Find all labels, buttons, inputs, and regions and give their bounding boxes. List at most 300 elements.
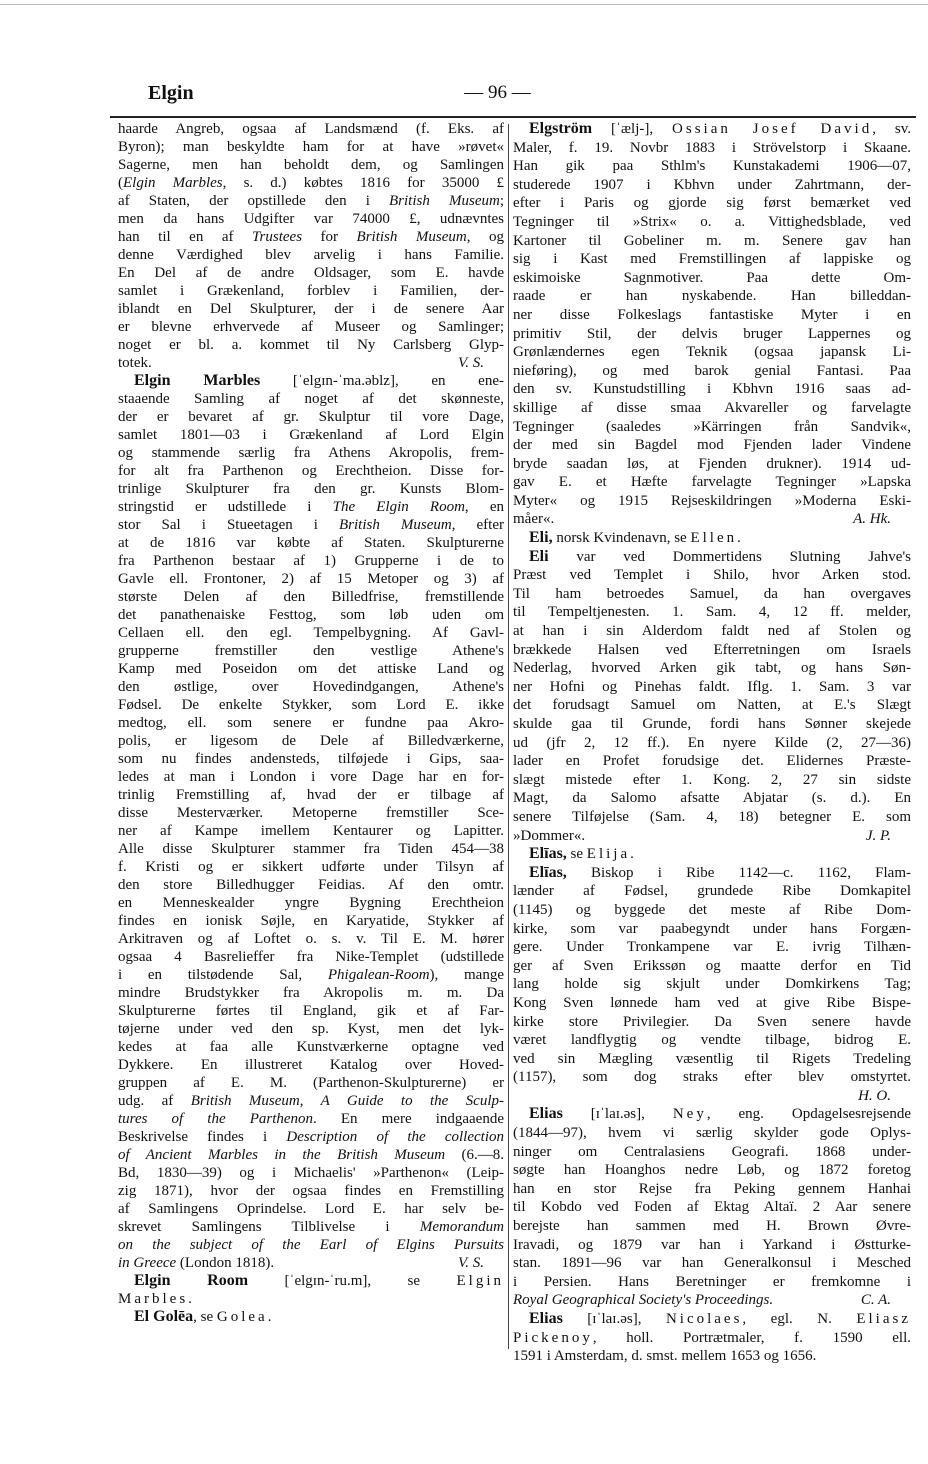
- line-text: [118, 589, 504, 605]
- text-run: nieføring), og med barok genial Fantasi. Paa: [513, 362, 911, 379]
- text-run: ner disse Folkeslags fantastiske Myter i en: [513, 306, 911, 323]
- line-text: [513, 679, 911, 695]
- text-line: [118, 624, 504, 642]
- line-text: [513, 233, 911, 249]
- text-run: Biskop i Ribe 1142—c. 1162, Flam-: [566, 864, 911, 881]
- article-entry: [513, 1105, 911, 1310]
- text-run: raade er han nyskabende. Han billeddan-: [513, 288, 911, 305]
- text-line: [513, 548, 911, 567]
- text-run: lænder af Fødsel, grundede Ribe Domkapitel: [513, 883, 911, 900]
- text-line: [118, 1056, 504, 1074]
- line-text: [513, 809, 911, 825]
- text-run: til Kobdo ved Foden af Ektag Altaï. 2 Aar senere: [513, 1199, 911, 1216]
- line-text: [513, 1144, 911, 1160]
- text-line: [118, 336, 504, 354]
- text-line: [513, 1347, 911, 1366]
- line-text: [513, 344, 911, 360]
- line-text: [118, 463, 504, 479]
- text-run: ninger om Centralasiens Geografi. 1868 under-: [513, 1143, 911, 1160]
- text-line: [513, 1254, 911, 1273]
- text-run: Iravadi, og 1879 var han i Yarkand i Østturke-: [513, 1236, 911, 1253]
- line-text: [118, 985, 504, 1001]
- line-text: [513, 140, 911, 156]
- headword: Elgin Room: [134, 1272, 249, 1289]
- line-text: [118, 391, 504, 407]
- line-text: [513, 735, 911, 751]
- italic-text: Memorandum: [419, 1219, 504, 1235]
- line-text: [513, 567, 911, 583]
- text-run: en Menneskealder yngre Bygning Erechtheion: [118, 895, 504, 911]
- text-run: var ved Dommertidens Slutning Jahve's: [548, 548, 911, 565]
- text-line: [118, 228, 504, 246]
- text-line: [513, 827, 911, 846]
- text-line: [513, 492, 911, 511]
- text-run: (6.—8.: [445, 1147, 504, 1163]
- text-run: Arkitraven og af Loftet o. s. v. Til E. M. hører: [118, 931, 504, 947]
- text-line: [513, 901, 911, 920]
- text-run: ger af Sven Erikssøn og maatte derfor en Tid: [513, 957, 911, 974]
- text-line: [513, 529, 911, 548]
- text-line: [118, 768, 504, 786]
- text-run: efter i Paris og gjorde sig først bemærket ved: [513, 195, 911, 212]
- line-text: [513, 474, 911, 490]
- article-entry: [513, 529, 911, 548]
- spaced-name: Pickenoy: [513, 1329, 593, 1346]
- text-line: [118, 1002, 504, 1020]
- text-run: , se: [193, 1309, 217, 1325]
- text-run: , egl. N.: [742, 1311, 857, 1327]
- text-line: [513, 771, 911, 790]
- line-text: [513, 1274, 911, 1290]
- line-text: [529, 1106, 911, 1122]
- text-run: lang holde sig skjult under Domkirkens Tag;: [513, 976, 911, 993]
- text-line: [118, 966, 504, 984]
- text-line: [513, 882, 911, 901]
- text-line: [513, 1198, 911, 1217]
- line-text: [513, 288, 911, 304]
- text-run: studerede 1907 i Kbhvn under Zahrtmann, der-: [513, 176, 911, 193]
- line-text: [118, 229, 504, 245]
- text-line: [118, 750, 504, 768]
- line-text: [118, 319, 504, 335]
- line-text: [118, 1237, 504, 1253]
- line-text: [118, 895, 504, 911]
- running-head-title: Elgin: [148, 82, 194, 104]
- text-line: [513, 1329, 911, 1348]
- text-run: sig i Kast med Fremstillingen af lappiske og: [513, 251, 911, 268]
- line-text: [513, 921, 911, 937]
- article-entry: [513, 548, 911, 846]
- text-line: [513, 399, 911, 418]
- text-run: .: [630, 846, 634, 863]
- text-line: [513, 455, 911, 474]
- text-run: denne Værdighed blev arvelig i hans Familie.: [118, 247, 504, 263]
- text-run: stor Sal i Stueetagen i: [118, 517, 340, 533]
- text-run: til Tempeltjenesten. 1. Sam. 4, 12 ff. melder,: [513, 604, 911, 621]
- text-line: [513, 1050, 911, 1069]
- line-text: [118, 931, 504, 947]
- text-run: Myter« og 1915 Rejseskildringen »Moderna Eski-: [513, 492, 911, 509]
- text-run: mindre Brudstykker fra Akropolis m. m. Da: [118, 985, 504, 1001]
- text-run: ner af Kampe imellem Kentaurer og Lapitter.: [118, 823, 504, 839]
- line-text: [118, 409, 504, 425]
- text-line: [118, 1038, 504, 1056]
- line-text: [118, 553, 504, 569]
- text-line: [118, 156, 504, 174]
- spaced-name: Eliasz: [856, 1311, 911, 1327]
- text-run: [ˈelgɪn-ˈru.m], se: [248, 1273, 457, 1289]
- text-run: Tegninger til »Strix« o. a. Vittighedsblade, ved: [513, 213, 911, 230]
- line-text: [118, 265, 504, 281]
- text-line: [513, 808, 911, 827]
- text-line: [513, 1310, 911, 1329]
- line-text: [118, 571, 504, 587]
- text-line: [118, 534, 504, 552]
- line-text: [118, 841, 504, 857]
- line-text: [118, 1057, 504, 1073]
- line-text: [118, 517, 504, 533]
- text-run: Til ham betroedes Samuel, da han overgaves: [513, 585, 911, 602]
- line-text: [513, 251, 911, 267]
- italic-text: of Ancient Marbles in the British Museum: [118, 1147, 446, 1163]
- headword: Eli,: [529, 529, 553, 547]
- text-run: Maler, f. 19. Novbr 1883 i Strövelstorp i Skaane.: [513, 139, 911, 156]
- text-run: det panathenaiske Festtog, som løb uden om: [118, 607, 504, 623]
- text-run: , s. d.) købtes 1816 for 35000 £: [222, 175, 504, 191]
- text-line: [513, 176, 911, 195]
- text-run: Gavle ell. Frontoner, 2) af 15 Metoper og 3) af: [118, 571, 504, 587]
- line-text: [513, 1330, 911, 1346]
- text-line: [118, 516, 504, 534]
- line-text: [118, 354, 152, 372]
- article-entry: [513, 1310, 911, 1366]
- line-text: [513, 827, 585, 846]
- text-run: skillige af disse smaa Akvareller og farvelagte: [513, 399, 911, 416]
- text-line: [513, 306, 911, 325]
- line-text: [513, 510, 554, 529]
- line-text: [118, 301, 504, 317]
- text-line: [513, 678, 911, 697]
- article-entry: [118, 1272, 504, 1308]
- text-line: [513, 269, 911, 288]
- italic-text: Royal Geographical Society's Proceedings.: [513, 1292, 774, 1309]
- line-text: [513, 586, 911, 602]
- author-signature: J. P.: [865, 827, 891, 844]
- line-text: [118, 1075, 504, 1091]
- line-text: [513, 623, 911, 639]
- text-line: [118, 804, 504, 822]
- text-run: af Samlingens Oprindelse. Lord E. har selv be-: [118, 1201, 504, 1217]
- text-run: , en: [464, 499, 504, 515]
- line-text: [118, 751, 504, 767]
- italic-text: The Elgin Room: [332, 499, 465, 515]
- text-run: (: [118, 175, 123, 191]
- text-line: [513, 1087, 911, 1106]
- text-run: samlet i Grækenland, forblev i Familien, der-: [118, 283, 504, 299]
- text-run: ledes at man i London i vore Dage har en for-: [118, 769, 504, 785]
- line-text: [118, 1093, 504, 1109]
- text-line: [118, 1092, 504, 1110]
- text-run: er blevne erhvervede af Museer og Samlinger;: [118, 319, 504, 335]
- line-text: [513, 939, 911, 955]
- text-line: [118, 606, 504, 624]
- text-run: 1591 i Amsterdam, d. smst. mellem 1653 og 1656.: [513, 1348, 817, 1365]
- text-line: [513, 566, 911, 585]
- text-line: [118, 498, 504, 516]
- text-line: [118, 642, 504, 660]
- author-signature: C. A.: [860, 1292, 891, 1309]
- text-line: [118, 1182, 504, 1200]
- text-run: gruppen af E. M. (Parthenon-Skulpturerne) er: [118, 1075, 504, 1091]
- text-line: [118, 822, 504, 840]
- text-run: i en tilstødende Sal,: [118, 967, 328, 983]
- line-text: [513, 1181, 911, 1197]
- line-text: [134, 1309, 271, 1325]
- text-run: han til en af: [118, 229, 253, 245]
- line-text: [513, 1162, 911, 1178]
- text-run: den store Billedhugger Feidias. Af den omtr.: [118, 877, 504, 893]
- line-text: [118, 877, 504, 893]
- line-text: [513, 363, 911, 379]
- headword: Elgin Marbles: [134, 372, 261, 389]
- line-text: [118, 733, 504, 749]
- line-text: [513, 1125, 911, 1141]
- text-run: disse Mesterværker. Metoperne fremstiller Sce-: [118, 805, 504, 821]
- article-entry: [118, 1308, 504, 1326]
- line-text: [118, 967, 504, 983]
- text-line: [513, 1161, 911, 1180]
- line-text: [513, 400, 911, 416]
- line-text: [513, 437, 911, 453]
- line-text: [529, 1311, 911, 1327]
- italic-text: British Museum: [356, 229, 467, 245]
- text-line: [118, 372, 504, 390]
- text-line: [118, 138, 504, 156]
- text-run: f. Kristi og er sikkert udførte under Tilsyn af: [118, 859, 504, 875]
- italic-text: Elgin Marbles: [123, 175, 223, 191]
- text-line: [513, 139, 911, 158]
- text-run: (1157), som dog straks efter blev omstyrtet.: [513, 1069, 911, 1086]
- line-text: [513, 1291, 773, 1310]
- italic-text: on the subject of the Earl of Elgins Pursuits: [118, 1237, 504, 1253]
- text-run: ved sin Mægling væsentlig til Rigets Tredeling: [513, 1050, 911, 1067]
- text-run: totek.: [118, 355, 152, 371]
- text-run: Cellaen ell. den egl. Tempelbygning. Af Gavl-: [118, 625, 504, 641]
- text-line: [118, 174, 504, 192]
- text-line: [513, 734, 911, 753]
- headword: Elgström: [529, 120, 593, 137]
- text-run: .: [267, 1309, 272, 1325]
- spaced-name: Ossian Josef David: [672, 121, 873, 137]
- line-text: [529, 846, 634, 862]
- headword: El Golēa: [134, 1308, 194, 1325]
- line-text: [513, 976, 911, 992]
- text-line: [118, 408, 504, 426]
- line-text: [118, 643, 504, 659]
- line-text: [513, 326, 911, 342]
- text-run: grupperne fremstiller den vestlige Athene's: [118, 643, 504, 659]
- text-run: Bd, 1830—39) og i Michaelis' »Parthenon« (Leip-: [118, 1165, 504, 1181]
- text-run: .: [737, 530, 741, 547]
- line-text: [513, 493, 911, 509]
- text-line: [118, 426, 504, 444]
- text-line: [118, 894, 504, 912]
- text-run: største Delen af den Billedfrise, fremstillende: [118, 589, 504, 605]
- italic-text: Description of the collection: [286, 1129, 504, 1145]
- line-text: [513, 697, 911, 713]
- line-text: [529, 530, 741, 546]
- text-line: [118, 714, 504, 732]
- article-entry: [118, 120, 504, 372]
- line-text: [118, 679, 504, 695]
- line-text: [513, 1069, 911, 1085]
- text-line: [513, 957, 911, 976]
- text-run: Tegninger (saaledes »Kärringen från Sandvik«,: [513, 418, 911, 435]
- spaced-name: Elgin: [456, 1273, 504, 1289]
- text-line: [118, 318, 504, 336]
- text-line: [513, 362, 911, 381]
- text-line: [513, 418, 911, 437]
- text-run: kirke, som var paabegyndt under hans Forgæn-: [513, 920, 911, 937]
- line-text: [118, 787, 504, 803]
- line-text: [513, 1348, 816, 1364]
- text-run: iblandt en Del Skulpturer, der i de senere Aar: [118, 301, 504, 317]
- text-run: som nu findes andensteds, tilføjede i Gips, saa-: [118, 751, 504, 767]
- text-run: brækkede Halsen ved Efterretningen om Israels: [513, 641, 911, 658]
- text-line: [513, 641, 911, 660]
- line-text: [118, 607, 504, 623]
- line-text: [118, 427, 504, 443]
- line-text: [118, 1147, 504, 1163]
- text-run: Alle disse Skulpturer stammer fra Tiden 454—38: [118, 841, 504, 857]
- line-text: [118, 1111, 504, 1127]
- text-line: [513, 1068, 911, 1087]
- text-run: , sv.: [872, 121, 911, 137]
- text-run: fra Parthenon bestaar af 1) Grupperne i de to: [118, 553, 504, 569]
- article-entry: [513, 120, 911, 529]
- spaced-name: Nicolaes: [665, 1311, 743, 1327]
- text-run: (London 1818).: [176, 1255, 275, 1271]
- text-line: [513, 696, 911, 715]
- spaced-name: Marbles: [118, 1291, 189, 1307]
- text-line: [118, 876, 504, 894]
- line-text: [513, 419, 911, 435]
- line-text: [513, 381, 911, 397]
- spaced-name: Ney: [672, 1106, 707, 1123]
- text-line: [118, 930, 504, 948]
- text-line: [118, 1308, 504, 1326]
- line-text: [118, 1021, 504, 1037]
- text-line: [118, 1128, 504, 1146]
- text-run: Sagerne, men han beholdt dem, og Samlingen: [118, 157, 504, 173]
- text-line: [513, 473, 911, 492]
- text-line: [118, 660, 504, 678]
- line-text: [513, 1218, 911, 1234]
- text-line: [513, 789, 911, 808]
- line-text: [118, 859, 504, 875]
- line-text: [529, 121, 911, 137]
- text-line: [513, 250, 911, 269]
- text-line: [513, 1236, 911, 1255]
- spaced-name: Golea: [216, 1309, 268, 1325]
- text-run: trinlig Fremstilling af, hvad der er tilbage af: [118, 787, 504, 803]
- text-run: zig 1871), hvor der ogsaa findes en Fremstilling: [118, 1183, 504, 1199]
- line-text: [513, 902, 911, 918]
- author-signature: H. O.: [858, 1087, 891, 1104]
- text-run: Kamp med Poseidon om det attiske Land og: [118, 661, 504, 677]
- line-text: [118, 337, 504, 353]
- text-run: En Del af de andre Oldsager, som E. havde: [118, 265, 504, 281]
- line-text: [118, 211, 504, 227]
- line-text: [134, 373, 504, 389]
- line-text: [513, 1199, 911, 1215]
- italic-text: British Museum, A Guide to the Sculp-: [190, 1093, 504, 1109]
- text-run: eskimoiske Sagnmotiver. Paa dette Om-: [513, 269, 911, 286]
- scan-edge-line: [0, 4, 928, 5]
- text-run: Nederlag, hvorved Arken gik tabt, og hans Søn-: [513, 660, 911, 677]
- italic-text: Trustees: [252, 229, 303, 245]
- text-run: Grønlændernes egen Teknik (ogsaa japansk Li-: [513, 344, 911, 361]
- line-text: [118, 1291, 192, 1307]
- text-run: primitiv Stil, der delvis bruger Lappernes og: [513, 325, 911, 342]
- line-text: [513, 958, 911, 974]
- text-line: [513, 1031, 911, 1050]
- line-text: [513, 270, 911, 286]
- line-text: [513, 772, 911, 788]
- text-run: , holl. Portrætmaler, f. 1590 ell.: [592, 1329, 911, 1346]
- italic-text: in Greece: [118, 1255, 177, 1271]
- text-line: [513, 938, 911, 957]
- article-entry: [513, 845, 911, 864]
- text-run: skulde gaa til Grunde, fordi hans Sønner skejede: [513, 716, 911, 732]
- text-line: [118, 444, 504, 462]
- line-text: [118, 625, 504, 641]
- line-text: [513, 642, 911, 658]
- line-text: [513, 660, 911, 676]
- text-run: [ˈelgɪn-ˈma.əblz], en ene-: [260, 373, 504, 389]
- line-text: [513, 307, 911, 323]
- line-text: [118, 139, 504, 155]
- text-line: [513, 622, 911, 641]
- text-line: [118, 984, 504, 1002]
- text-run: af Staten, der opstillede den i: [118, 193, 390, 209]
- text-line: [513, 232, 911, 251]
- text-run: skrevet Samlingens Tilblivelse i: [118, 1219, 420, 1235]
- text-run: Beskrivelse findes i: [118, 1129, 287, 1145]
- text-line: [118, 264, 504, 282]
- text-line: [513, 287, 911, 306]
- text-run: . En mere indgaaende: [313, 1111, 504, 1127]
- text-line: [118, 210, 504, 228]
- text-line: [118, 1164, 504, 1182]
- line-text: [513, 995, 911, 1011]
- text-line: [118, 1218, 504, 1236]
- text-run: for alt fra Parthenon og Erechtheion. Disse for-: [118, 463, 504, 479]
- text-run: stan. 1891—96 var han Generalkonsul i Mesched: [513, 1255, 911, 1272]
- text-line: [513, 510, 911, 529]
- text-run: , efter: [451, 517, 504, 533]
- text-run: for: [302, 229, 357, 245]
- text-run: Han gik paa Sthlm's Kunstakademi 1906—07,: [513, 158, 911, 175]
- right-column: [513, 120, 911, 1366]
- text-run: ogsaa 4 Basrelieffer fra Nike-Templet (udstillede: [118, 949, 504, 965]
- text-line: [118, 462, 504, 480]
- left-column: [118, 120, 504, 1326]
- line-text: [118, 121, 504, 137]
- text-run: været landflygtig og vendte tilbage, bidrog E.: [513, 1032, 911, 1049]
- author-signature: V. S.: [458, 355, 484, 371]
- text-run: Magt, da Salomo afsatte Abjatar (s. d.). En: [513, 790, 911, 807]
